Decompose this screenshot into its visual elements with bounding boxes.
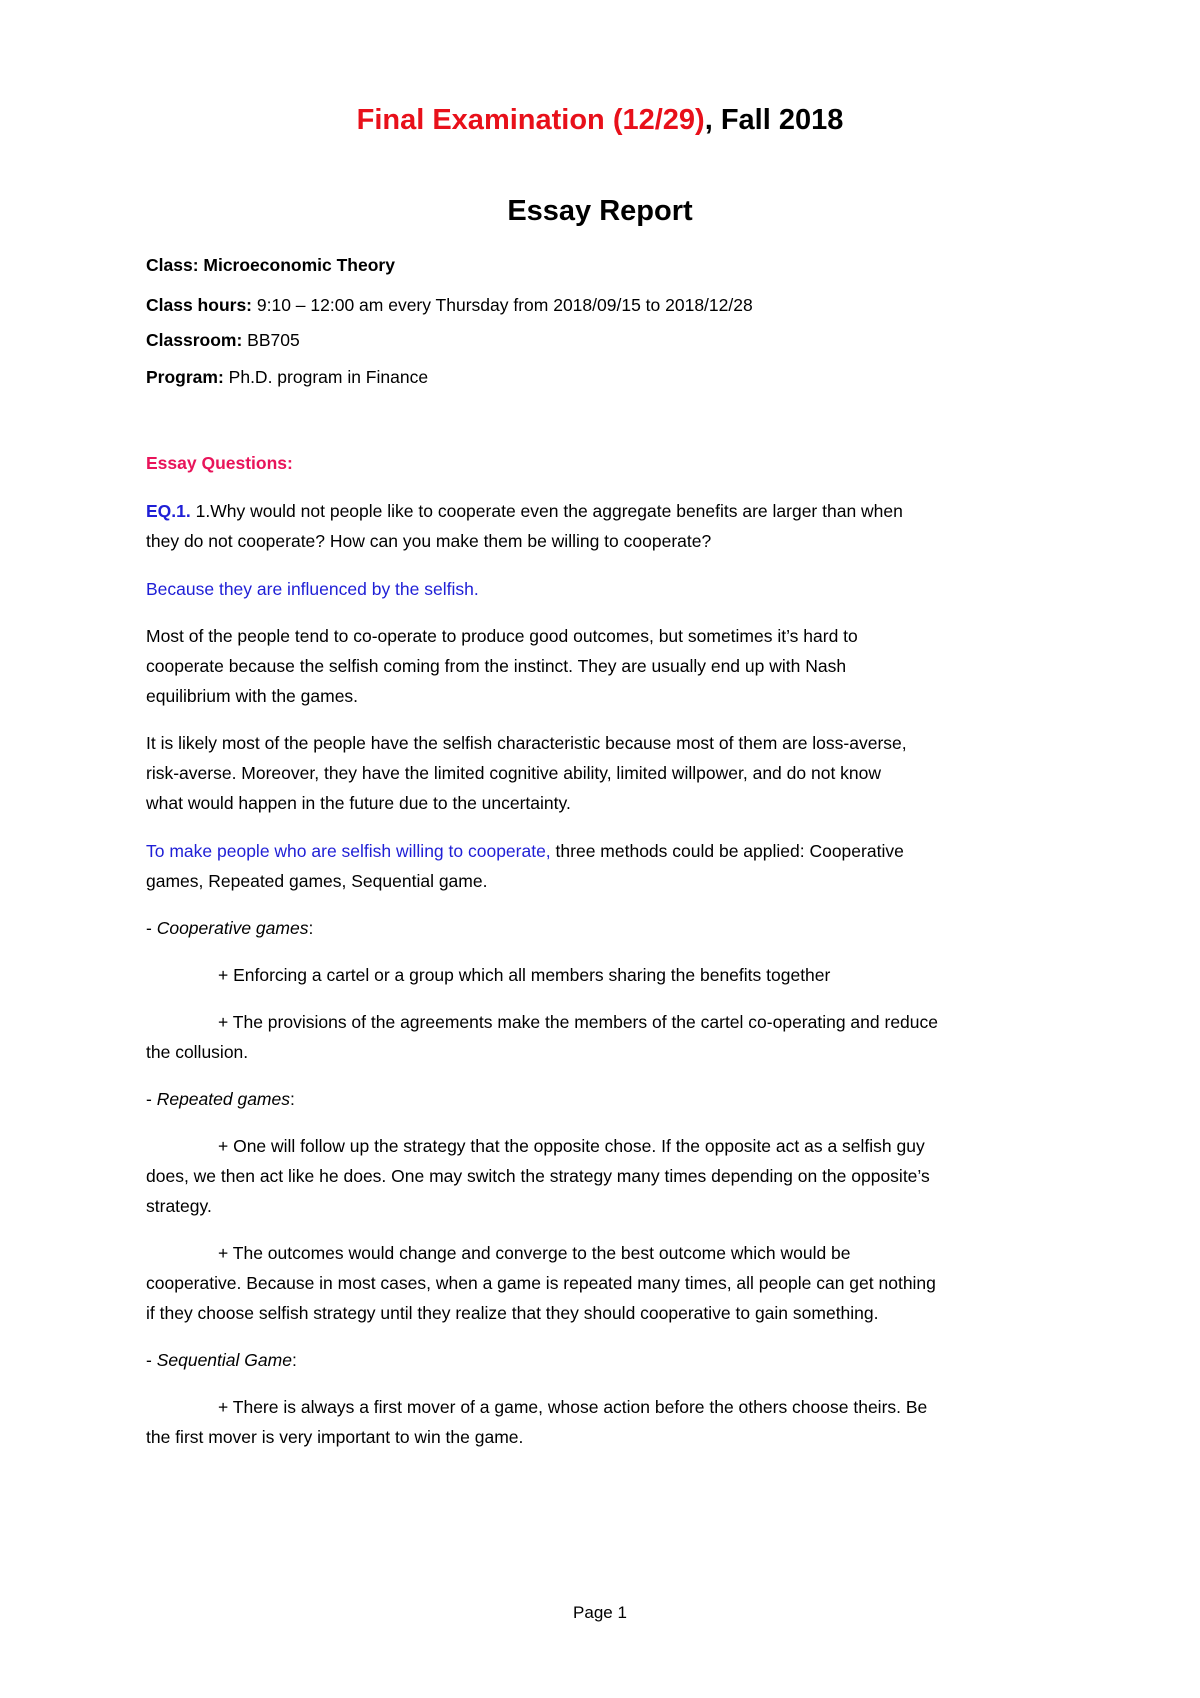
paragraph-3-line-2: games, Repeated games, Sequential game. [146, 871, 488, 891]
repeated-bullet-1-line-1: + One will follow up the strategy that the opposite chose. If the opposite act as a selfish guy [218, 1136, 925, 1156]
sequential-game-dash: - [146, 1350, 157, 1370]
question-1-label: EQ.1. [146, 501, 191, 521]
paragraph-1-line-2: cooperate because the selfish coming from the instinct. They are usually end up with Nash [146, 656, 847, 676]
program [146, 366, 1076, 389]
repeated-games-title: Repeated games [156, 1089, 290, 1109]
question-1-line-2: they do not cooperate? How can you make them be willing to cooperate? [146, 531, 712, 551]
question-1-text: 1.Why would not people like to cooperate even the aggregate benefits are larger than when [190, 501, 903, 521]
answer-lead: Because they are influenced by the selfish. [146, 579, 479, 599]
page-subtitle: Essay Report [507, 195, 693, 227]
sequential-bullet-1-line-2: the first mover is very important to win the game. [146, 1427, 524, 1447]
cooperative-games-colon: : [308, 918, 314, 938]
paragraph-1-line-3: equilibrium with the games. [146, 686, 359, 706]
cooperative-games-heading [146, 917, 1076, 940]
page-title [0, 102, 1200, 138]
question-1-line-1 [146, 500, 1076, 523]
cooperative-bullet-2-line-1: + The provisions of the agreements make the members of the cartel co-operating and reduce [218, 1012, 939, 1032]
paragraph-2-line-3: what would happen in the future due to the uncertainty. [146, 793, 571, 813]
classroom-label: Classroom: [146, 330, 243, 350]
class-hours-label: Class hours: [146, 295, 252, 315]
repeated-bullet-1-line-2: does, we then act like he does. One may switch the strategy many times depending on the opposite’s [146, 1166, 930, 1186]
repeated-bullet-2-line-3: if they choose selfish strategy until they realize that they should cooperative to gain something. [146, 1303, 879, 1323]
repeated-bullet-2-line-1: + The outcomes would change and converge to the best outcome which would be [218, 1243, 851, 1263]
cooperative-games-title: Cooperative games [156, 918, 309, 938]
repeated-bullet-2-line-2: cooperative. Because in most cases, when a game is repeated many times, all people can get nothing [146, 1273, 936, 1293]
cooperative-bullet-2-line-2: the collusion. [146, 1042, 249, 1062]
cooperative-games-dash: - [146, 918, 157, 938]
repeated-bullet-1-line-3: strategy. [146, 1196, 212, 1216]
title-exam-date: Final Examination (12/29) [356, 104, 705, 136]
page-number: Page 1 [573, 1603, 627, 1622]
sequential-game-title: Sequential Game [156, 1350, 292, 1370]
paragraph-3-line-1 [146, 840, 1076, 863]
classroom-value: BB705 [242, 330, 300, 350]
paragraph-2-line-1: It is likely most of the people have the selfish characteristic because most of them are loss-averse, [146, 733, 907, 753]
cooperative-bullet-1: + Enforcing a cartel or a group which all members sharing the benefits together [218, 965, 831, 985]
class-hours-value: 9:10 – 12:00 am every Thursday from 2018/09/15 to 2018/12/28 [252, 295, 753, 315]
repeated-games-heading [146, 1088, 1076, 1111]
sequential-bullet-1-line-1: + There is always a first mover of a game, whose action before the others choose theirs. Be [218, 1397, 928, 1417]
title-term: , Fall 2018 [704, 104, 844, 136]
repeated-games-dash: - [146, 1089, 157, 1109]
class-hours [146, 294, 1076, 317]
program-value: Ph.D. program in Finance [223, 367, 429, 387]
essay-questions-heading: Essay Questions: [146, 453, 293, 473]
paragraph-2-line-2: risk-averse. Moreover, they have the limited cognitive ability, limited willpower, and do not know [146, 763, 882, 783]
paragraph-3-highlight: To make people who are selfish willing to cooperate, [146, 841, 551, 861]
paragraph-3-rest: three methods could be applied: Cooperative [550, 841, 904, 861]
program-label: Program: [146, 367, 224, 387]
class-info: Class: Microeconomic Theory [146, 255, 395, 275]
sequential-game-colon: : [291, 1350, 297, 1370]
repeated-games-colon: : [290, 1089, 295, 1109]
classroom [146, 329, 1076, 352]
paragraph-1-line-1: Most of the people tend to co-operate to produce good outcomes, but sometimes it’s hard to [146, 626, 858, 646]
sequential-game-heading [146, 1349, 1076, 1372]
